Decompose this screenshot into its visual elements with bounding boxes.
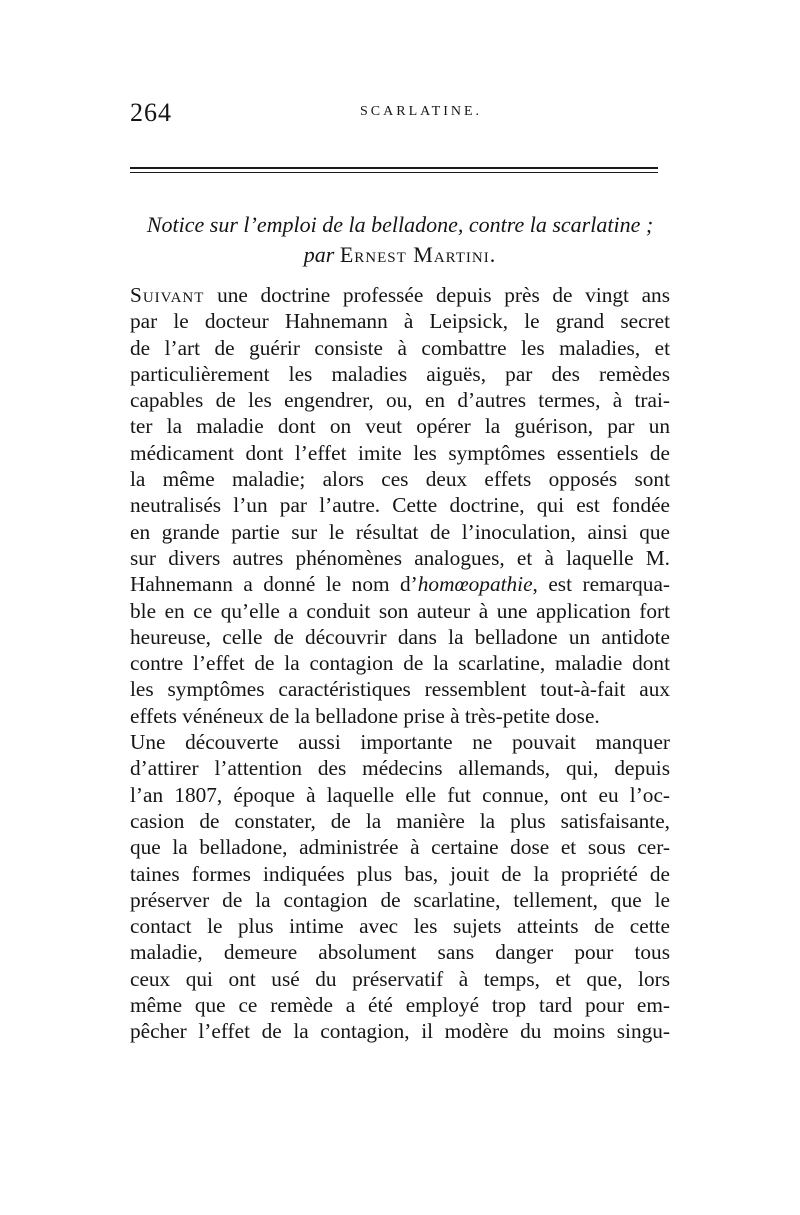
notice-title bbox=[120, 210, 680, 270]
byline-prefix: par bbox=[303, 242, 335, 267]
header-rule-thin bbox=[130, 172, 658, 173]
body-line: que la belladone, administrée à certaine dose et sous cer- bbox=[130, 835, 670, 860]
body-line: de l’art de guérir consiste à combattre les maladies, et bbox=[130, 335, 670, 360]
body-line: sur divers autres phénomènes analogues, et à laquelle M. bbox=[130, 545, 670, 570]
body-line: contre l’effet de la contagion de la scarlatine, maladie dont bbox=[130, 651, 670, 676]
body-line: par le docteur Hahnemann à Leipsick, le grand secret bbox=[130, 309, 670, 334]
body-line: en grande partie sur le résultat de l’inoculation, ainsi que bbox=[130, 519, 670, 544]
body-line: capables de les engendrer, ou, en d’autres termes, à trai- bbox=[130, 388, 670, 413]
body-line: la même maladie; alors ces deux effets opposés sont bbox=[130, 467, 670, 492]
article-body bbox=[130, 282, 670, 1045]
body-line: ter la maladie dont on veut opérer la guérison, par un bbox=[130, 414, 670, 439]
body-line: taines formes indiquées plus bas, jouit de la propriété de bbox=[130, 861, 670, 886]
term-homoeopathie: homœopathie bbox=[417, 572, 533, 597]
notice-title-main: Notice sur l’emploi de la belladone, contre la scarlatine ; bbox=[146, 212, 654, 237]
running-title: SCARLATINE. bbox=[360, 104, 483, 119]
body-line: effets vénéneux de la belladone prise à très-petite dose. bbox=[130, 703, 600, 728]
body-line: même que ce remède a été employé trop tard pour em- bbox=[130, 993, 670, 1018]
body-line: ble en ce qu’elle a conduit son auteur à une application fort bbox=[130, 598, 670, 623]
body-line: neutralisés l’un par l’autre. Cette doctrine, qui est fondée bbox=[130, 493, 670, 518]
running-head bbox=[130, 98, 670, 132]
body-line: heureuse, celle de découvrir dans la belladone un antidote bbox=[130, 624, 670, 649]
author-name: Ernest Martini. bbox=[339, 242, 497, 267]
notice-byline bbox=[120, 240, 680, 270]
body-line-homoeopathie: Hahnemann a donné le nom d’homœopathie, est remarqua- bbox=[130, 572, 670, 597]
body-line: contact le plus intime avec les sujets atteints de cette bbox=[130, 914, 670, 939]
body-line: pêcher l’effet de la contagion, il modère du moins singu- bbox=[130, 1019, 670, 1044]
body-line: casion de constater, de la manière la plus satisfaisante, bbox=[130, 808, 670, 833]
header-rule-thick bbox=[130, 167, 658, 169]
opening-word: Suivant bbox=[130, 283, 205, 307]
body-line: Une découverte aussi importante ne pouvait manquer bbox=[130, 730, 670, 755]
body-line: particulièrement les maladies aiguës, par des remèdes bbox=[130, 361, 670, 386]
body-line: l’an 1807, époque à laquelle elle fut connue, ont eu l’oc- bbox=[130, 782, 670, 807]
body-line-1: Suivant une doctrine professée depuis près de vingt ans bbox=[130, 283, 670, 307]
body-line: médicament dont l’effet imite les symptômes essentiels de bbox=[130, 440, 670, 465]
page-number: 264 bbox=[130, 98, 172, 127]
body-line: ceux qui ont usé du préservatif à temps, et que, lors bbox=[130, 966, 670, 991]
body-line: préserver de la contagion de scarlatine, tellement, que le bbox=[130, 887, 670, 912]
body-line: d’attirer l’attention des médecins allemands, qui, depuis bbox=[130, 756, 670, 781]
body-line: les symptômes caractéristiques ressemblent tout-à-fait aux bbox=[130, 677, 670, 702]
body-line: maladie, demeure absolument sans danger pour tous bbox=[130, 940, 670, 965]
